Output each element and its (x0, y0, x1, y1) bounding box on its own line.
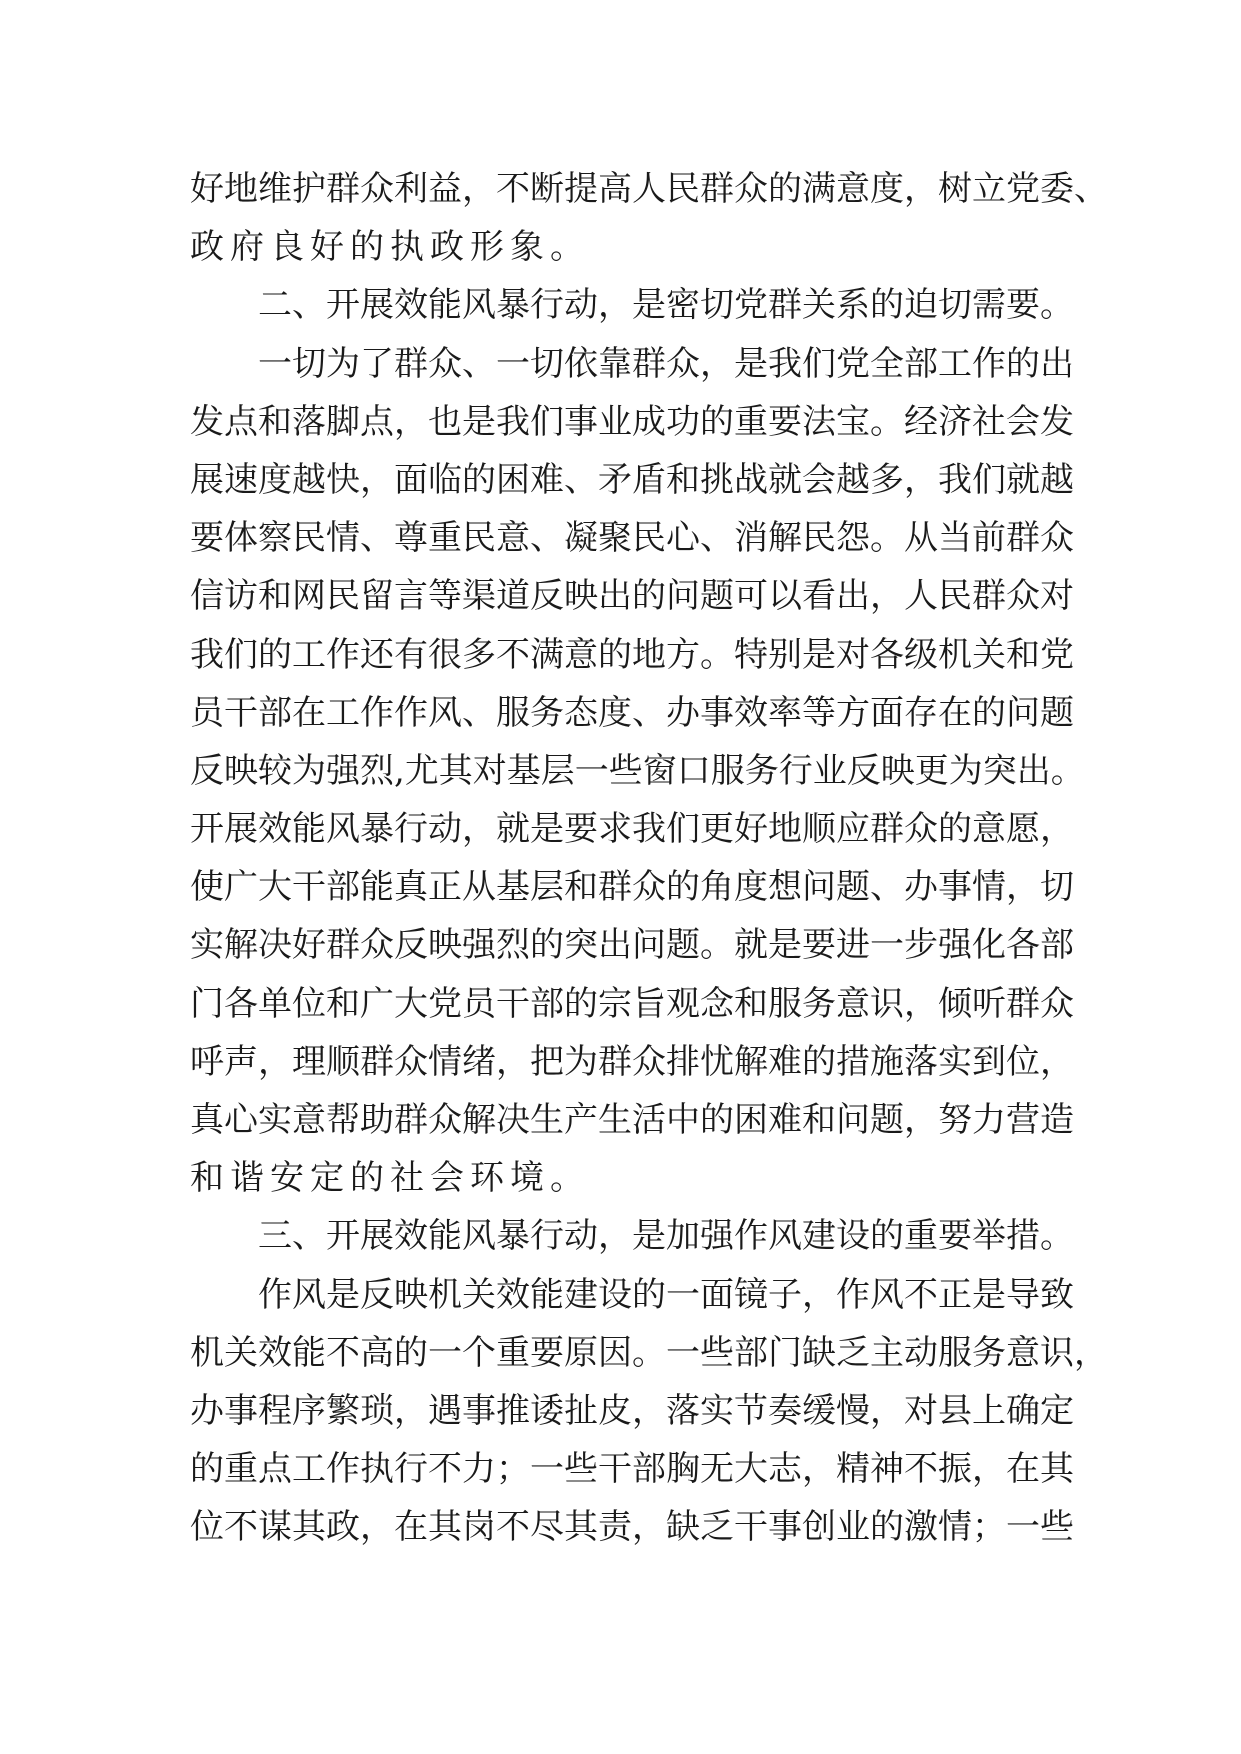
text-line: 开展效能风暴行动，就是要求我们更好地顺应群众的意愿， (190, 809, 1074, 850)
text-line: 我们的工作还有很多不满意的地方。特别是对各级机关和党 (190, 634, 1074, 675)
text-line: 员干部在工作作风、服务态度、办事效率等方面存在的问题 (190, 692, 1074, 733)
text-line: 位不谋其政，在其岗不尽其责，缺乏干事创业的激情；一些 (190, 1507, 1074, 1548)
section-heading: 二、开展效能风暴行动，是密切党群关系的迫切需要。 (258, 285, 1074, 326)
text-line: 机关效能不高的一个重要原因。一些部门缺乏主动服务意识， (190, 1332, 1108, 1373)
text-line: 信访和网民留言等渠道反映出的问题可以看出，人民群众对 (190, 576, 1074, 617)
text-line: 好地维护群众利益，不断提高人民群众的满意度，树立党委、 (190, 169, 1108, 209)
text-line: 展速度越快，面临的困难、矛盾和挑战就会越多，我们就越 (190, 459, 1074, 500)
text-line: 呼声，理顺群众情绪，把为群众排忧解难的措施落实到位， (190, 1041, 1074, 1082)
text-line: 反映较为强烈,尤其对基层一些窗口服务行业反映更为突出。 (190, 750, 1085, 791)
text-line: 门各单位和广大党员干部的宗旨观念和服务意识，倾听群众 (190, 983, 1074, 1024)
text-line: 使广大干部能真正从基层和群众的角度想问题、办事情，切 (190, 867, 1074, 908)
text-line: 和谐安定的社会环境。 (190, 1158, 590, 1199)
document-body (190, 160, 1108, 1557)
section-heading: 三、开展效能风暴行动，是加强作风建设的重要举措。 (258, 1216, 1074, 1257)
text-line: 实解决好群众反映强烈的突出问题。就是要进一步强化各部 (190, 925, 1074, 966)
paragraph-first-line: 一切为了群众、一切依靠群众，是我们党全部工作的出 (258, 343, 1074, 384)
text-line: 真心实意帮助群众解决生产生活中的困难和问题，努力营造 (190, 1100, 1074, 1140)
paragraph-first-line: 作风是反映机关效能建设的一面镜子，作风不正是导致 (258, 1274, 1074, 1315)
text-line: 政府良好的执政形象。 (190, 227, 590, 268)
text-line: 要体察民情、尊重民意、凝聚民心、消解民怨。从当前群众 (190, 518, 1074, 559)
text-line: 的重点工作执行不力；一些干部胸无大志，精神不振，在其 (190, 1449, 1074, 1490)
text-line: 办事程序繁琐，遇事推诿扯皮，落实节奏缓慢，对县上确定 (190, 1390, 1074, 1431)
text-line: 发点和落脚点，也是我们事业成功的重要法宝。经济社会发 (190, 401, 1074, 442)
